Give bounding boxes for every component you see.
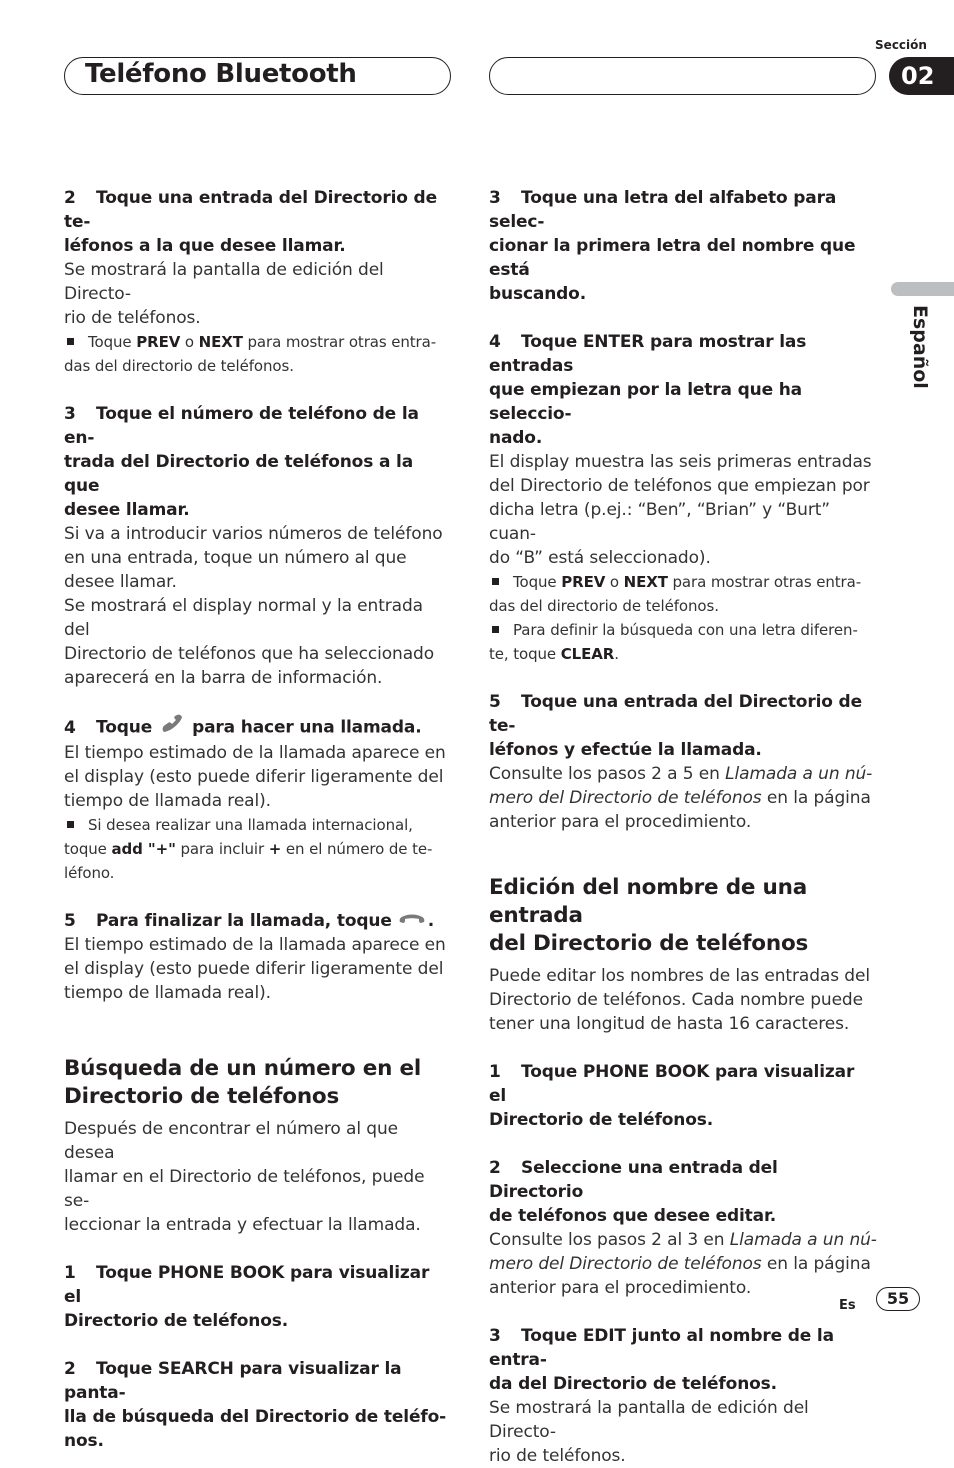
bullet-square-icon bbox=[67, 821, 74, 828]
paragraph-line: anterior para el procedimiento. bbox=[489, 1278, 752, 1298]
note-text: Para definir la búsqueda con una letra diferen- bbox=[513, 621, 858, 639]
step-title-line: desee llamar. bbox=[64, 500, 190, 520]
language-tab bbox=[911, 305, 931, 425]
step-number: 4 bbox=[489, 332, 501, 352]
paragraph-line: del Directorio de teléfonos que empiezan por bbox=[489, 476, 870, 496]
cross-reference: mero del Directorio de teléfonos bbox=[489, 1254, 762, 1274]
step-title-line: de teléfonos que desee editar. bbox=[489, 1206, 777, 1226]
cross-reference: Llamada a un nú- bbox=[729, 1230, 877, 1250]
step-title-line: Directorio de teléfonos. bbox=[489, 1110, 714, 1130]
step-title-line: Directorio de teléfonos. bbox=[64, 1311, 289, 1331]
paragraph-line: el display (esto puede diferir ligeramente del bbox=[64, 767, 444, 787]
step-title-line: nos. bbox=[64, 1431, 104, 1451]
section-heading: Directorio de teléfonos bbox=[64, 1084, 340, 1109]
step-title: Toque una entrada del Directorio de te- bbox=[64, 188, 437, 232]
paragraph-line: rio de teléfonos. bbox=[64, 308, 201, 328]
step-title-line: léfonos y efectúe la llamada. bbox=[489, 740, 762, 760]
note-line bbox=[489, 618, 877, 642]
prev-key-label: PREV bbox=[561, 573, 606, 591]
paragraph-line: tiempo de llamada real). bbox=[64, 983, 271, 1003]
paragraph-line: Puede editar los nombres de las entradas del bbox=[489, 966, 870, 986]
paragraph-text: en la página bbox=[761, 1254, 871, 1274]
paragraph-line: Se mostrará el display normal y la entrada del bbox=[64, 596, 424, 640]
note-line: das del directorio de teléfonos. bbox=[64, 357, 294, 375]
paragraph-line: desee llamar. bbox=[64, 572, 177, 592]
paragraph-line: Directorio de teléfonos que ha seleccionado bbox=[64, 644, 435, 664]
add-plus-key-label: add "+" bbox=[111, 840, 176, 858]
step-number: 3 bbox=[64, 404, 76, 424]
paragraph-line: El display muestra las seis primeras entradas bbox=[489, 452, 872, 472]
step-title-line: da del Directorio de teléfonos. bbox=[489, 1374, 777, 1394]
step-number: 5 bbox=[489, 692, 501, 712]
note-line: léfono. bbox=[64, 864, 115, 882]
note-text: para mostrar otras entra- bbox=[667, 573, 862, 591]
step-title-line: trada del Directorio de teléfonos a la que bbox=[64, 452, 414, 496]
paragraph-line: leccionar la entrada y efectuar la llamada. bbox=[64, 1215, 421, 1235]
language-tab-marker bbox=[891, 282, 954, 296]
page-title: Teléfono Bluetooth bbox=[85, 59, 357, 89]
cross-reference: Llamada a un nú- bbox=[725, 764, 873, 784]
step-heading bbox=[64, 1261, 452, 1309]
step-title-line: léfonos a la que desee llamar. bbox=[64, 236, 346, 256]
paragraph-line bbox=[489, 762, 877, 786]
step-title: Toque una entrada del Directorio de te- bbox=[489, 692, 862, 736]
step-heading bbox=[64, 714, 452, 741]
paragraph-line: Después de encontrar el número al que desea bbox=[64, 1119, 399, 1163]
paragraph-line: Directorio de teléfonos. Cada nombre puede bbox=[489, 990, 863, 1010]
step-title: Seleccione una entrada del Directorio bbox=[489, 1158, 778, 1202]
left-column bbox=[64, 186, 452, 1453]
step-title: para hacer una llamada. bbox=[192, 717, 422, 738]
step-heading bbox=[64, 402, 452, 450]
next-key-label: NEXT bbox=[623, 573, 668, 591]
paragraph-line: Si va a introducir varios números de teléfono bbox=[64, 524, 443, 544]
section-heading: del Directorio de teléfonos bbox=[489, 931, 809, 956]
call-handset-icon bbox=[160, 714, 184, 741]
step-number: 4 bbox=[64, 717, 76, 738]
step-number: 1 bbox=[489, 1062, 501, 1082]
step-heading bbox=[489, 690, 877, 738]
step-number: 2 bbox=[64, 1359, 76, 1379]
step-title: Toque ENTER para mostrar las entradas bbox=[489, 332, 807, 376]
step-number: 5 bbox=[64, 911, 76, 931]
header-blank-box bbox=[489, 57, 876, 95]
paragraph-line: dicha letra (p.ej.: “Ben”, “Brian” y “Burt” cuan- bbox=[489, 500, 831, 544]
language-tab-label: Español bbox=[909, 305, 931, 389]
paragraph-line bbox=[489, 1228, 877, 1252]
step-heading bbox=[489, 1060, 877, 1108]
plus-symbol: + bbox=[268, 840, 282, 858]
step-title: . bbox=[427, 911, 435, 931]
note-text: en el número de te- bbox=[281, 840, 433, 858]
step-number: 3 bbox=[489, 188, 501, 208]
hang-up-icon bbox=[398, 909, 426, 933]
step-heading bbox=[64, 909, 452, 933]
footer-language-code: Es bbox=[839, 1298, 856, 1313]
note-text: te, toque bbox=[489, 645, 561, 663]
paragraph-text: Consulte los pasos 2 al 3 en bbox=[489, 1230, 730, 1250]
note-line bbox=[489, 642, 877, 666]
step-title: Toque SEARCH para visualizar la panta- bbox=[64, 1359, 402, 1403]
note-line: das del directorio de teléfonos. bbox=[489, 597, 719, 615]
section-label: Sección bbox=[875, 38, 927, 52]
paragraph-line: tiempo de llamada real). bbox=[64, 791, 271, 811]
step-heading bbox=[489, 330, 877, 378]
step-title-line: que empiezan por la letra que ha seleccio- bbox=[489, 380, 802, 424]
note-line bbox=[489, 570, 877, 594]
step-title: Toque una letra del alfabeto para selec- bbox=[489, 188, 837, 232]
step-heading bbox=[489, 1324, 877, 1372]
paragraph-line: do “B” está seleccionado). bbox=[489, 548, 711, 568]
paragraph-line: anterior para el procedimiento. bbox=[489, 812, 752, 832]
step-heading bbox=[64, 1357, 452, 1405]
right-column bbox=[489, 186, 877, 1468]
step-title: Toque el número de teléfono de la en- bbox=[64, 404, 419, 448]
section-heading: Búsqueda de un número en el bbox=[64, 1056, 422, 1081]
step-number: 2 bbox=[489, 1158, 501, 1178]
paragraph-line: aparecerá en la barra de información. bbox=[64, 668, 383, 688]
clear-key-label: CLEAR bbox=[560, 645, 615, 663]
paragraph-line: Se mostrará la pantalla de edición del Directo- bbox=[64, 260, 384, 304]
note-line bbox=[64, 330, 452, 354]
step-number: 3 bbox=[489, 1326, 501, 1346]
step-title: Toque bbox=[96, 717, 153, 738]
step-number: 1 bbox=[64, 1263, 76, 1283]
step-title-line: cionar la primera letra del nombre que está bbox=[489, 236, 856, 280]
note-text: toque bbox=[64, 840, 112, 858]
cross-reference: mero del Directorio de teléfonos bbox=[489, 788, 762, 808]
step-number: 2 bbox=[64, 188, 76, 208]
step-title: Toque PHONE BOOK para visualizar el bbox=[64, 1263, 430, 1307]
prev-key-label: PREV bbox=[136, 333, 181, 351]
note-line bbox=[64, 813, 452, 837]
paragraph-text: en la página bbox=[761, 788, 871, 808]
bullet-square-icon bbox=[492, 578, 499, 585]
paragraph-line: el display (esto puede diferir ligeramente del bbox=[64, 959, 444, 979]
step-title: Para finalizar la llamada, toque bbox=[96, 911, 392, 931]
note-line bbox=[64, 837, 452, 861]
note-text: Si desea realizar una llamada internacional, bbox=[88, 816, 413, 834]
note-text: . bbox=[614, 645, 619, 663]
note-text: Toque bbox=[513, 573, 562, 591]
paragraph-line: Se mostrará la pantalla de edición del Directo- bbox=[489, 1398, 809, 1442]
step-title-line: buscando. bbox=[489, 284, 586, 304]
paragraph-line: El tiempo estimado de la llamada aparece en bbox=[64, 935, 446, 955]
next-key-label: NEXT bbox=[198, 333, 243, 351]
paragraph-line: llamar en el Directorio de teléfonos, puede se- bbox=[64, 1167, 425, 1211]
note-text: para incluir bbox=[175, 840, 269, 858]
step-title: Toque EDIT junto al nombre de la entra- bbox=[489, 1326, 834, 1370]
step-title: Toque PHONE BOOK para visualizar el bbox=[489, 1062, 855, 1106]
paragraph-line: en una entrada, toque un número al que bbox=[64, 548, 407, 568]
page-number: 55 bbox=[876, 1287, 920, 1311]
note-text: o bbox=[180, 333, 199, 351]
step-title-line: nado. bbox=[489, 428, 543, 448]
paragraph-line bbox=[489, 1252, 877, 1276]
section-heading: Edición del nombre de una entrada bbox=[489, 875, 808, 928]
bullet-square-icon bbox=[492, 626, 499, 633]
paragraph-text: Consulte los pasos 2 a 5 en bbox=[489, 764, 726, 784]
section-number-badge: 02 bbox=[889, 57, 954, 95]
header-title-box bbox=[64, 57, 451, 95]
step-heading bbox=[489, 186, 877, 234]
paragraph-line: El tiempo estimado de la llamada aparece en bbox=[64, 743, 446, 763]
step-heading bbox=[64, 186, 452, 234]
step-heading bbox=[489, 1156, 877, 1204]
paragraph-line bbox=[489, 786, 877, 810]
note-text: para mostrar otras entra- bbox=[242, 333, 437, 351]
note-text: Toque bbox=[88, 333, 137, 351]
step-title-line: lla de búsqueda del Directorio de teléfo- bbox=[64, 1407, 447, 1427]
paragraph-line: rio de teléfonos. bbox=[489, 1446, 626, 1466]
bullet-square-icon bbox=[67, 338, 74, 345]
paragraph-line: tener una longitud de hasta 16 caracteres. bbox=[489, 1014, 850, 1034]
note-text: o bbox=[605, 573, 624, 591]
